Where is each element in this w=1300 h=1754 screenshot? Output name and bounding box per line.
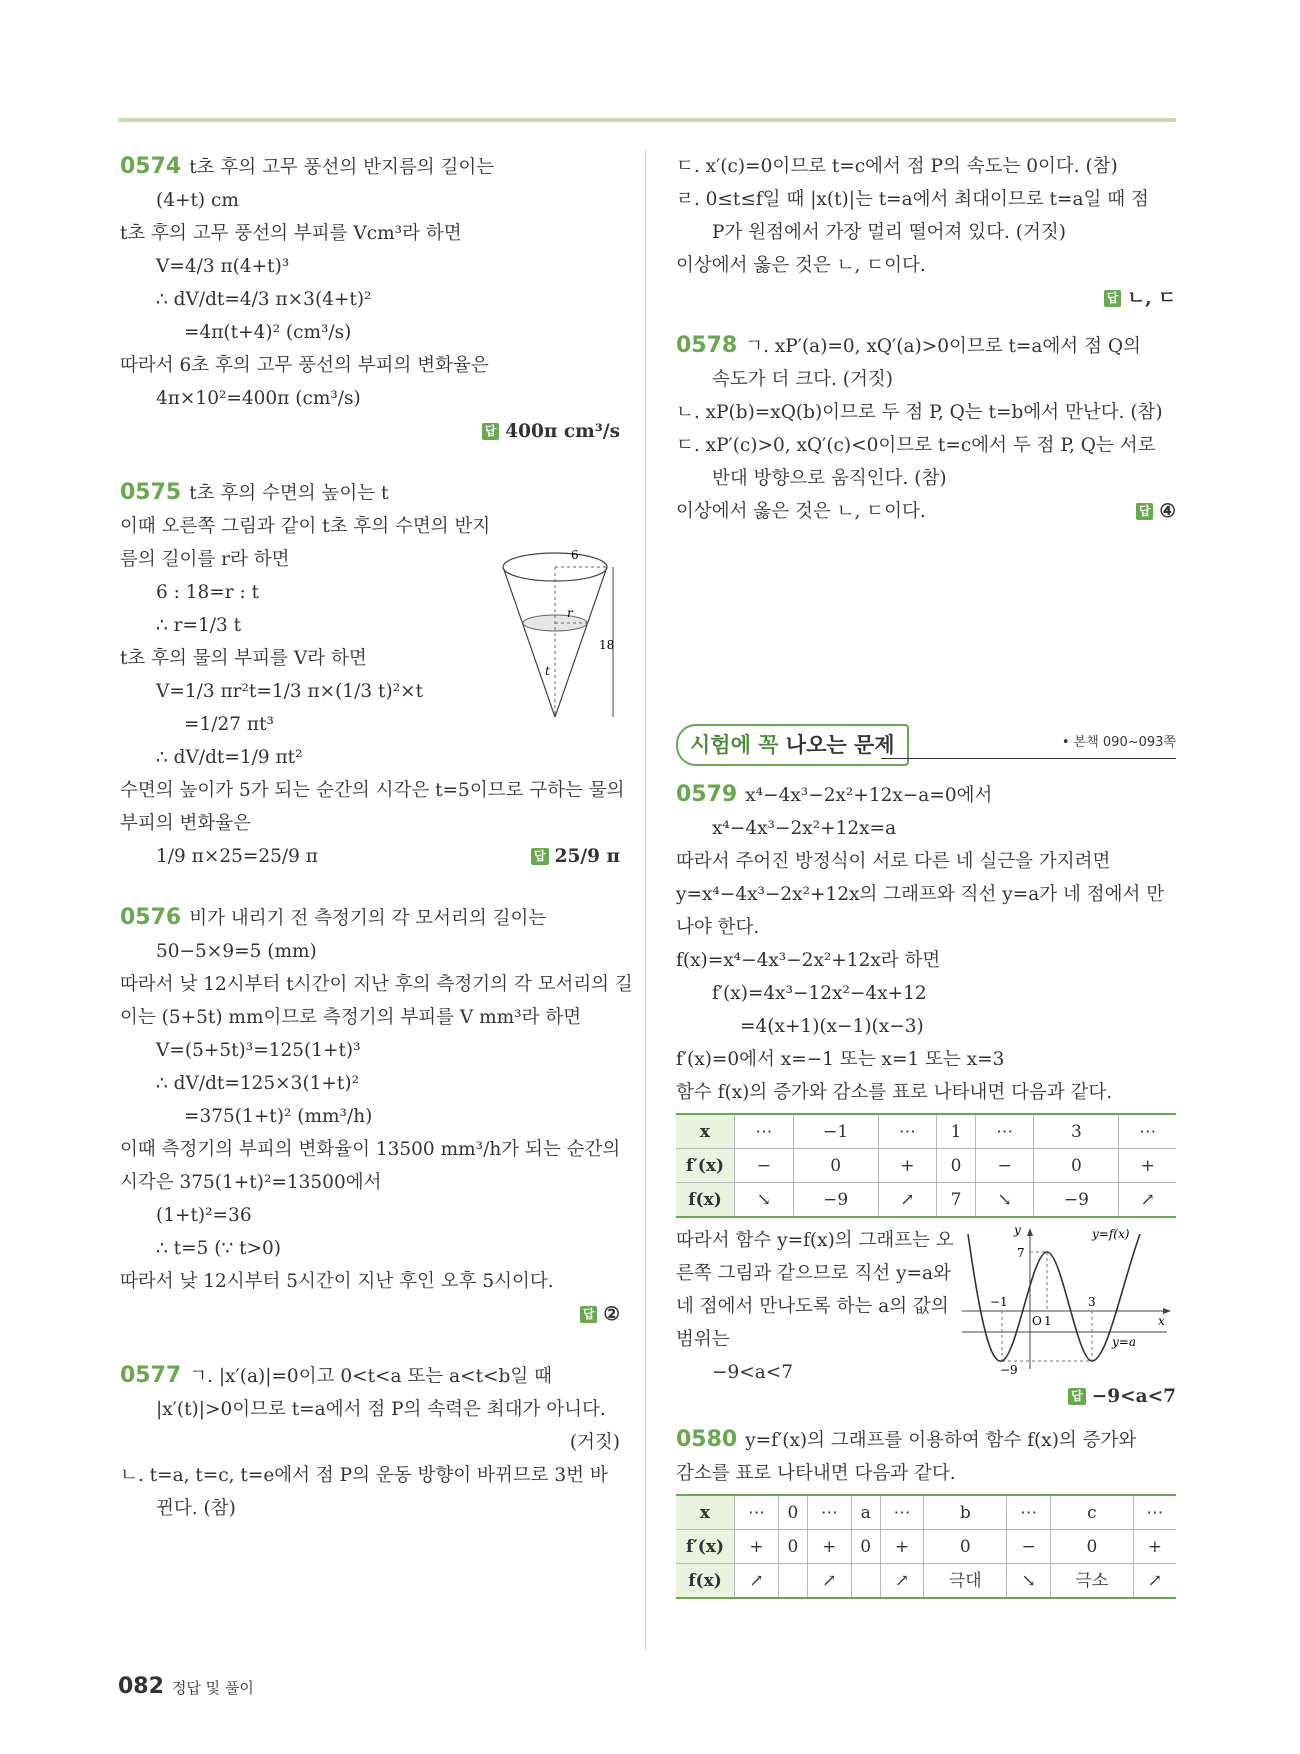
text-line: 따라서 주어진 방정식이 서로 다른 네 실근을 가지려면 [676, 851, 1111, 872]
label-7: 7 [1017, 1246, 1025, 1260]
text-line: ㄹ. 0≤t≤f일 때 |x(t)|는 t=a에서 최대이므로 t=a일 때 점 [676, 189, 1149, 210]
table-row [676, 1495, 1176, 1530]
table-cell: c [1051, 1495, 1134, 1530]
y-axis-arrow [1027, 1228, 1033, 1236]
label-top-radius: 6 [571, 548, 579, 562]
problem-0576 [120, 901, 633, 1331]
table-cell: 0 [924, 1530, 1007, 1564]
table-cell: 0 [793, 1149, 878, 1183]
page-footer [118, 1674, 254, 1699]
table-cell: 7 [937, 1183, 976, 1218]
text-line: ㄷ. xP′(c)>0, xQ′(c)<0이므로 t=c에서 두 점 P, Q는 서로 [676, 435, 1156, 456]
formula-line: ∴ t=5 (∵ t>0) [156, 1238, 282, 1259]
table-cell: f(x) [676, 1564, 735, 1599]
table-cell: + [1119, 1149, 1176, 1183]
label-height: 18 [599, 638, 615, 652]
answer-row [676, 495, 1176, 528]
right-column [676, 150, 1176, 1605]
label-r: r [567, 606, 573, 620]
text-line: 범위는 [676, 1329, 730, 1350]
answer-row [120, 840, 620, 873]
text-line: f(x)=x⁴−4x³−2x²+12x라 하면 [676, 950, 941, 971]
formula-line: (1+t)²=36 [156, 1205, 252, 1226]
answer-tag: 답 [1068, 1388, 1086, 1405]
formula-line: V=1/3 πr²t=1/3 π×(1/3 t)²×t [156, 681, 424, 702]
formula-line: 4π×10²=400π (cm³/s) [156, 388, 361, 409]
answer-0578 [1136, 495, 1176, 528]
text-line: 따라서 낮 12시부터 5시간이 지난 후인 오후 5시이다. [120, 1271, 554, 1292]
table-cell: −9 [793, 1183, 878, 1218]
problem-number: 0577 [120, 1363, 182, 1388]
text-line: ㄱ. xP′(a)=0, xQ′(a)>0이므로 t=a에서 점 Q의 [745, 336, 1141, 357]
problem-number: 0576 [120, 905, 182, 930]
exam-title-green: 시험에 꼭 [690, 733, 779, 757]
table-cell: + [880, 1530, 924, 1564]
table-cell: 극대 [924, 1564, 1007, 1599]
table-cell: a [851, 1495, 880, 1530]
exam-section-header [676, 720, 1176, 768]
problem-0580 [676, 1423, 1176, 1599]
table-cell: ↘ [975, 1183, 1034, 1218]
graph-explanation [676, 1224, 956, 1389]
table-cell: ↗ [807, 1564, 851, 1599]
text-line: P가 원점에서 가장 멀리 떨어져 있다. (거짓) [712, 222, 1066, 243]
table-cell: ⋯ [807, 1495, 851, 1530]
table-cell: + [807, 1530, 851, 1564]
text-line: (거짓) [569, 1432, 620, 1453]
increase-decrease-table-0579 [676, 1113, 1176, 1218]
problem-0577-cont [676, 150, 1176, 315]
text-line: ㄱ. |x′(a)|=0이고 0<t<a 또는 a<t<b일 때 [189, 1366, 552, 1387]
table-cell: 1 [937, 1114, 976, 1149]
table-cell: f(x) [676, 1183, 735, 1218]
text-line: 뀐다. (참) [156, 1498, 236, 1519]
text-line: ㄴ. xP(b)=xQ(b)이므로 두 점 P, Q는 t=b에서 만난다. (참) [676, 402, 1163, 423]
table-cell: + [878, 1149, 937, 1183]
text-line: 따라서 함수 y=f(x)의 그래프는 오 [676, 1230, 954, 1251]
top-rule [118, 118, 1176, 122]
formula-line: 6 : 18=r : t [156, 582, 260, 603]
formula-line: =375(1+t)² (mm³/h) [184, 1106, 373, 1127]
table-row [676, 1564, 1176, 1599]
table-cell: ⋯ [1133, 1495, 1176, 1530]
table-cell: ⋯ [975, 1114, 1034, 1149]
formula-line: x⁴−4x³−2x²+12x−a=0에서 [745, 785, 993, 806]
label-origin: O [1032, 1314, 1042, 1328]
table-cell: ⋯ [880, 1495, 924, 1530]
text-line: 속도가 더 크다. (거짓) [712, 369, 893, 390]
table-cell: ⋯ [1007, 1495, 1051, 1530]
book-reference: • 본책 090~093쪽 [1061, 735, 1176, 750]
left-column [120, 150, 633, 1525]
table-cell: 3 [1034, 1114, 1119, 1149]
page-label: 정답 및 풀이 [171, 1679, 254, 1697]
problem-number: 0579 [676, 782, 738, 807]
text-line: t초 후의 수면의 높이는 t [189, 483, 389, 504]
table-cell [778, 1564, 807, 1599]
table-cell: ↗ [735, 1564, 779, 1599]
table-cell: x [676, 1495, 735, 1530]
label-minus1: −1 [990, 1295, 1008, 1309]
table-cell: ↗ [878, 1183, 937, 1218]
formula-line: ∴ dV/dt=125×3(1+t)² [156, 1073, 360, 1094]
text-line: 수면의 높이가 5가 되는 순간의 시각은 t=5이므로 구하는 물의 [120, 780, 625, 801]
column-divider [645, 150, 646, 1650]
answer-tag: 답 [1104, 290, 1122, 307]
formula-line: =1/27 πt³ [184, 714, 274, 735]
label-t: t [545, 664, 550, 678]
text-line: ㄷ. x′(c)=0이므로 t=c에서 점 P의 속도는 0이다. (참) [676, 156, 1118, 177]
text-line: |x′(t)|>0이므로 t=a에서 점 P의 속력은 최대가 아니다. [156, 1399, 606, 1420]
table-cell: − [1007, 1530, 1051, 1564]
answer-text: ㄴ, ㄷ [1127, 288, 1176, 309]
table-cell: 0 [1034, 1149, 1119, 1183]
table-cell: ↗ [880, 1564, 924, 1599]
text-line: ㄴ. t=a, t=c, t=e에서 점 P의 운동 방향이 바뀌므로 3번 바 [120, 1465, 608, 1486]
problem-number: 0580 [676, 1427, 738, 1452]
text-line: f′(x)=0에서 x=−1 또는 x=1 또는 x=3 [676, 1049, 1005, 1070]
text-line: 감소를 표로 나타내면 다음과 같다. [676, 1463, 956, 1484]
label-y: y [1014, 1224, 1021, 1237]
formula-line: x⁴−4x³−2x²+12x=a [712, 818, 897, 839]
table-cell: ↗ [1133, 1564, 1176, 1599]
text-line: t초 후의 물의 부피를 V라 하면 [120, 648, 367, 669]
text-line: t초 후의 고무 풍선의 부피를 Vcm³라 하면 [120, 223, 462, 244]
text-line: 비가 내리기 전 측정기의 각 모서리의 길이는 [189, 908, 547, 929]
answer-text: 400π cm³/s [505, 421, 620, 442]
problem-number: 0574 [120, 154, 182, 179]
formula-line: −9<a<7 [712, 1362, 794, 1383]
table-cell: ⋯ [1119, 1114, 1176, 1149]
text-line: 른쪽 그림과 같으므로 직선 y=a와 [676, 1263, 951, 1284]
text-line: 함수 f(x)의 증가와 감소를 표로 나타내면 다음과 같다. [676, 1082, 1113, 1103]
table-cell: 0 [778, 1495, 807, 1530]
text-line: 따라서 낮 12시부터 t시간이 지난 후의 측정기의 각 모서리의 길 [120, 974, 633, 995]
table-cell [851, 1564, 880, 1599]
problem-0577 [120, 1359, 620, 1525]
text-line: 따라서 6초 후의 고무 풍선의 부피의 변화율은 [120, 355, 489, 376]
text-line: 이는 (5+5t) mm이므로 측정기의 부피를 V mm³라 하면 [120, 1007, 582, 1028]
answer-tag: 답 [482, 423, 500, 440]
cone-figure [495, 545, 625, 725]
table-cell: + [1133, 1530, 1176, 1564]
label-ya: y=a [1112, 1335, 1136, 1349]
answer-0575 [531, 840, 620, 873]
graph-block [676, 1224, 1176, 1383]
increase-decrease-table-0580 [676, 1494, 1176, 1599]
answer-text: ④ [1159, 501, 1176, 522]
formula-line: =4π(t+4)² (cm³/s) [184, 322, 352, 343]
problem-0578 [676, 329, 1176, 528]
problem-number: 0575 [120, 480, 182, 505]
answer-text: −9<a<7 [1091, 1386, 1176, 1407]
label-x: x [1158, 1314, 1165, 1328]
table-cell: −9 [1034, 1183, 1119, 1218]
formula-line: V=4/3 π(4+t)³ [156, 256, 290, 277]
exam-badge [676, 724, 909, 766]
table-cell: − [975, 1149, 1034, 1183]
answer-tag: 답 [580, 1306, 598, 1323]
table-cell: 0 [851, 1530, 880, 1564]
answer-0576 [120, 1298, 620, 1331]
text-line: 부피의 변화율은 [120, 813, 251, 834]
text-line: t초 후의 고무 풍선의 반지름의 길이는 [189, 157, 495, 178]
table-cell: f′(x) [676, 1530, 735, 1564]
formula-line: 50−5×9=5 (mm) [156, 941, 317, 962]
formula-line: ∴ dV/dt=1/9 πt² [156, 747, 303, 768]
text-line: 이상에서 옳은 것은 ㄴ, ㄷ이다. [676, 255, 926, 276]
table-cell: ↘ [1007, 1564, 1051, 1599]
table-cell: −1 [793, 1114, 878, 1149]
text-line: y=f′(x)의 그래프를 이용하여 함수 f(x)의 증가와 [745, 1430, 1137, 1451]
text-line: 름의 길이를 r라 하면 [120, 549, 290, 570]
table-cell: ⋯ [735, 1114, 794, 1149]
table-cell: f′(x) [676, 1149, 735, 1183]
formula-line: =4(x+1)(x−1)(x−3) [740, 1016, 924, 1037]
table-cell: ↗ [1119, 1183, 1176, 1218]
table-row [676, 1149, 1176, 1183]
problem-0574 [120, 150, 620, 448]
answer-text: ② [603, 1304, 620, 1325]
formula-line: V=(5+5t)³=125(1+t)³ [156, 1040, 361, 1061]
cone-side-left [503, 567, 555, 717]
text-line: 네 점에서 만나도록 하는 a의 값의 [676, 1296, 949, 1317]
problem-0579 [676, 778, 1176, 1413]
text-line: 이상에서 옳은 것은 ㄴ, ㄷ이다. [676, 501, 926, 522]
table-cell: 0 [937, 1149, 976, 1183]
formula-line: ∴ r=1/3 t [156, 615, 242, 636]
text-line: 반대 방향으로 움직인다. (참) [712, 468, 947, 489]
table-cell: ↘ [735, 1183, 794, 1218]
text-line: y=x⁴−4x³−2x²+12x의 그래프와 직선 y=a가 네 점에서 만 [676, 884, 1165, 905]
table-row [676, 1530, 1176, 1564]
answer-tag: 답 [531, 848, 549, 865]
answer-0577 [676, 282, 1176, 315]
text-line: 이때 오른쪽 그림과 같이 t초 후의 수면의 반지 [120, 516, 491, 537]
problem-number: 0578 [676, 333, 738, 358]
table-row [676, 1114, 1176, 1149]
label-1: 1 [1044, 1314, 1052, 1328]
quartic-graph [962, 1224, 1172, 1374]
table-row [676, 1183, 1176, 1218]
answer-tag: 답 [1136, 503, 1154, 520]
formula-line: 1/9 π×25=25/9 π [156, 846, 318, 867]
text-line: (4+t) cm [156, 190, 239, 211]
answer-text: 25/9 π [554, 846, 620, 867]
table-cell: ⋯ [735, 1495, 779, 1530]
formula-line: f′(x)=4x³−12x²−4x+12 [712, 983, 927, 1004]
table-cell: b [924, 1495, 1007, 1530]
label-minus9: −9 [1000, 1363, 1018, 1374]
table-cell: 극소 [1051, 1564, 1134, 1599]
table-cell: x [676, 1114, 735, 1149]
table-cell: 0 [778, 1530, 807, 1564]
table-cell: − [735, 1149, 794, 1183]
table-cell: ⋯ [878, 1114, 937, 1149]
exam-title-dark: 나오는 문제 [785, 733, 895, 757]
label-fx: y=f(x) [1092, 1227, 1130, 1241]
page-number: 082 [118, 1674, 164, 1699]
table-cell: 0 [1051, 1530, 1134, 1564]
formula-line: ∴ dV/dt=4/3 π×3(4+t)² [156, 289, 372, 310]
text-line: 나야 한다. [676, 917, 760, 938]
answer-0574 [120, 415, 620, 448]
text-line: 이때 측정기의 부피의 변화율이 13500 mm³/h가 되는 순간의 [120, 1139, 621, 1160]
label-3: 3 [1088, 1295, 1096, 1309]
table-cell: + [735, 1530, 779, 1564]
text-line: 시각은 375(1+t)²=13500에서 [120, 1172, 382, 1193]
